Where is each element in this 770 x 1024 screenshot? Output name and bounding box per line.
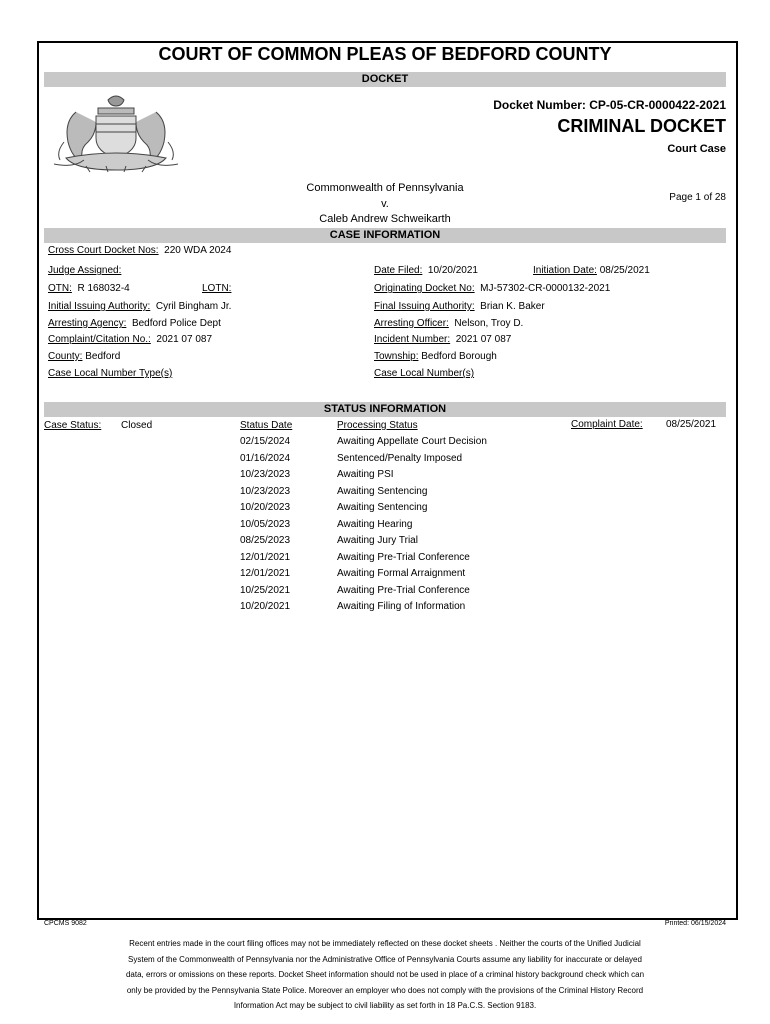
processing-status: Awaiting Pre-Trial Conference [337, 584, 470, 596]
lotn-label: LOTN: [202, 283, 232, 294]
township-label: Township: [374, 351, 419, 362]
pennsylvania-coat-of-arms-icon [46, 92, 186, 174]
docket-type: CRIMINAL DOCKET [557, 116, 726, 136]
case-status-label: Case Status: [44, 420, 102, 431]
county-value: Bedford [85, 351, 121, 362]
initial-issuing-authority [48, 301, 231, 312]
status-date: 08/25/2023 [240, 535, 291, 546]
initial-authority-label: Initial Issuing Authority: [48, 301, 151, 312]
county-label: County: [48, 351, 83, 362]
incident-value: 2021 07 087 [455, 334, 512, 345]
otn [48, 283, 130, 294]
arresting-agency-label: Arresting Agency: [48, 318, 127, 329]
county [48, 351, 120, 362]
complaint-citation [48, 334, 212, 345]
caption-plaintiff: Commonwealth of Pennsylvania [306, 182, 464, 194]
printed-date: Printed: 06/15/2024 [664, 920, 726, 927]
initial-authority-value: Cyril Bingham Jr. [155, 301, 232, 312]
otn-label: OTN: [48, 283, 72, 294]
form-id: CPCMS 9082 [44, 920, 87, 927]
caption-defendant: Caleb Andrew Schweikarth [319, 213, 451, 225]
disclaimer-line: only be provided by the Pennsylvania State Police. Moreover an employer who does not comply with the provisions of the Criminal History Record [126, 985, 644, 995]
final-authority-value: Brian K. Baker [480, 301, 545, 312]
case-information-bar: CASE INFORMATION [44, 228, 726, 243]
arresting-agency [48, 318, 221, 329]
processing-status: Awaiting Sentencing [337, 502, 428, 513]
status-date: 02/15/2024 [240, 436, 291, 447]
arresting-officer-label: Arresting Officer: [374, 318, 449, 329]
status-date: 10/25/2021 [240, 584, 291, 596]
complaint-value: 2021 07 087 [156, 334, 213, 345]
processing-status: Awaiting Filing of Information [337, 601, 466, 612]
disclaimer-line: System of the Commonwealth of Pennsylvania nor the Administrative Office of Pennsylvania Courts assume any liability for inaccurate or delayed [128, 954, 642, 964]
otn-value: R 168032-4 [77, 283, 130, 294]
arresting-officer [374, 318, 523, 329]
arresting-officer-value: Nelson, Troy D. [454, 318, 524, 329]
originating-docket [374, 283, 610, 294]
cross-court-value: 220 WDA 2024 [164, 245, 232, 256]
processing-status-header: Processing Status [337, 420, 418, 431]
docket-number: Docket Number: CP-05-CR-0000422-2021 [493, 98, 726, 112]
initiation-value: 08/25/2021 [599, 265, 650, 276]
status-date: 10/23/2023 [240, 485, 291, 497]
disclaimer-line: data, errors or omissions on these reports. Docket Sheet information should not be used in place of a criminal history background check which can [125, 970, 645, 979]
status-date: 01/16/2024 [240, 452, 291, 464]
page-number: Page 1 of 28 [669, 192, 726, 203]
arresting-agency-value: Bedford Police Dept [131, 318, 221, 329]
status-date: 12/01/2021 [240, 568, 291, 579]
cross-court-docket [48, 245, 231, 256]
status-date: 10/23/2023 [240, 469, 291, 480]
status-date-header: Status Date [240, 420, 293, 431]
final-issuing-authority [374, 301, 545, 312]
disclaimer-line: Recent entries made in the court filing offices may not be immediately reflected on these docket sheets . Neither the courts of the Unified Judicial [129, 939, 641, 948]
processing-status: Sentenced/Penalty Imposed [337, 452, 463, 464]
processing-status: Awaiting Pre-Trial Conference [337, 551, 470, 563]
disclaimer-line: Information Act may be subject to civil liability as set forth in 18 Pa.C.S. Section 9183. [233, 1001, 537, 1010]
status-date: 12/01/2021 [240, 551, 291, 563]
judge-assigned-label: Judge Assigned: [48, 265, 122, 276]
processing-status: Awaiting Hearing [337, 518, 413, 530]
case-local-number-type-label: Case Local Number Type(s) [48, 368, 173, 379]
status-date: 10/20/2023 [240, 502, 291, 513]
processing-status: Awaiting PSI [337, 469, 394, 480]
incident-number [374, 334, 511, 345]
status-information-bar: STATUS INFORMATION [44, 402, 726, 417]
incident-label: Incident Number: [374, 334, 451, 345]
status-date: 10/05/2023 [240, 518, 291, 530]
case-status-value: Closed [121, 420, 153, 431]
orig-docket-value: MJ-57302-CR-0000132-2021 [480, 283, 611, 294]
date-filed [374, 265, 478, 276]
processing-status: Awaiting Sentencing [337, 485, 428, 497]
initiation-date [533, 265, 650, 276]
township [374, 351, 497, 362]
caption-versus: v. [381, 198, 389, 210]
processing-status: Awaiting Appellate Court Decision [337, 436, 487, 447]
processing-status: Awaiting Formal Arraignment [337, 568, 466, 579]
orig-docket-label: Originating Docket No: [374, 283, 475, 294]
complaint-date-value: 08/25/2021 [666, 419, 717, 430]
case-local-number-label: Case Local Number(s) [374, 368, 475, 379]
township-value: Bedford Borough [421, 351, 497, 362]
complaint-label: Complaint/Citation No.: [48, 334, 151, 345]
complaint-date-label: Complaint Date: [571, 419, 643, 430]
court-title: COURT OF COMMON PLEAS OF BEDFORD COUNTY [158, 44, 612, 64]
status-date: 10/20/2021 [240, 601, 291, 612]
docket-bar: DOCKET [44, 72, 726, 87]
processing-status: Awaiting Jury Trial [337, 535, 418, 546]
cross-court-label: Cross Court Docket Nos: [48, 245, 159, 256]
date-filed-value: 10/20/2021 [427, 265, 478, 276]
final-authority-label: Final Issuing Authority: [374, 301, 475, 312]
date-filed-label: Date Filed: [374, 265, 423, 276]
initiation-label: Initiation Date: [533, 265, 597, 276]
case-kind: Court Case [667, 143, 726, 155]
